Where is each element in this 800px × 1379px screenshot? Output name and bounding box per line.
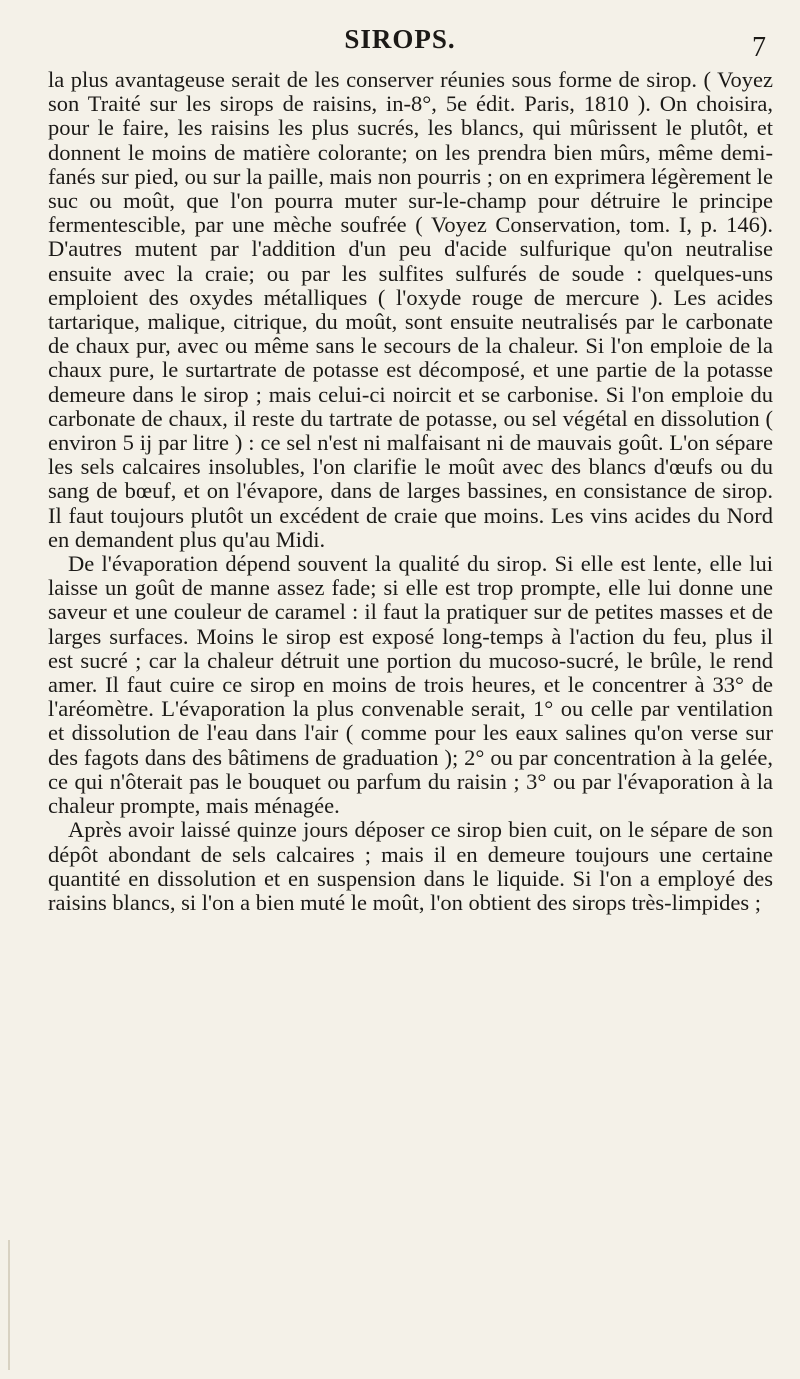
page-number: 7 bbox=[752, 32, 766, 63]
page-header bbox=[0, 10, 800, 63]
binding-gutter bbox=[8, 1240, 10, 1370]
body-text bbox=[48, 68, 773, 915]
paragraph: la plus avantageuse serait de les conserver réunies sous forme de sirop. ( Voyez son Traité sur les sirops de raisins, in-8°, 5e édit. Paris, 1810 ). On choisira, pour le faire, les raisins les plus sucrés, les blancs, qui mûrissent le plutôt, et donnent le moins de matière colorante; on les prendra bien mûrs, même demi-fanés sur pied, ou sur la paille, mais non pourris ; on en exprimera légèrement le suc ou moût, que l'on pourra muter sur-le-champ pour détruire le principe fermentescible, par une mèche soufrée ( Voyez Conservation, tom. I, p. 146). D'autres mutent par l'addition d'un peu d'acide sulfurique qu'on neutralise ensuite avec la craie; ou par les sulfites sulfurés de soude : quelques-uns emploient des oxydes métalliques ( l'oxyde rouge de mercure ). Les acides tartarique, malique, citrique, du moût, sont ensuite neutralisés par le carbonate de chaux pur, avec ou même sans le secours de la chaleur. Si l'on emploie de la chaux pure, le surtartrate de potasse est décomposé, et une partie de la potasse demeure dans le sirop ; mais celui-ci noircit et se carbonise. Si l'on emploie du carbonate de chaux, il reste du tartrate de potasse, ou sel végétal en dissolution ( environ 5 ij par litre ) : ce sel n'est ni malfaisant ni de mauvais goût. L'on sépare les sels calcaires insolubles, l'on clarifie le moût avec des blancs d'œufs ou du sang de bœuf, et on l'évapore, dans de larges bassines, en consistance de sirop. Il faut toujours plutôt un excédent de craie que moins. Les vins acides du Nord en demandent plus qu'au Midi. bbox=[48, 67, 773, 552]
paragraph: Après avoir laissé quinze jours déposer ce sirop bien cuit, on le sépare de son dépôt abondant de sels calcaires ; mais il en demeure toujours une certaine quantité en dissolution et en suspension dans le liquide. Si l'on a employé des raisins blancs, si l'on a bien muté le moût, l'on obtient des sirops très-limpides ; bbox=[48, 817, 773, 915]
running-head: SIROPS. bbox=[344, 24, 456, 54]
paragraph: De l'évaporation dépend souvent la qualité du sirop. Si elle est lente, elle lui laisse un goût de manne assez fade; si elle est trop prompte, elle lui donne une saveur et une couleur de caramel : il faut la pratiquer sur de petites masses et de larges surfaces. Moins le sirop est exposé long-temps à l'action du feu, plus il est sucré ; car la chaleur détruit une portion du mucoso-sucré, le brûle, le rend amer. Il faut cuire ce sirop en moins de trois heures, et le concentrer à 33° de l'aréomètre. L'évaporation la plus convenable serait, 1° ou celle par ventilation et dissolution de l'eau dans l'air ( comme pour les eaux salines qu'on verse sur des fagots dans des bâtimens de graduation ); 2° ou par concentration à la gelée, ce qui n'ôterait pas le bouquet ou parfum du raisin ; 3° ou par l'évaporation à la chaleur prompte, mais ménagée. bbox=[48, 551, 773, 819]
